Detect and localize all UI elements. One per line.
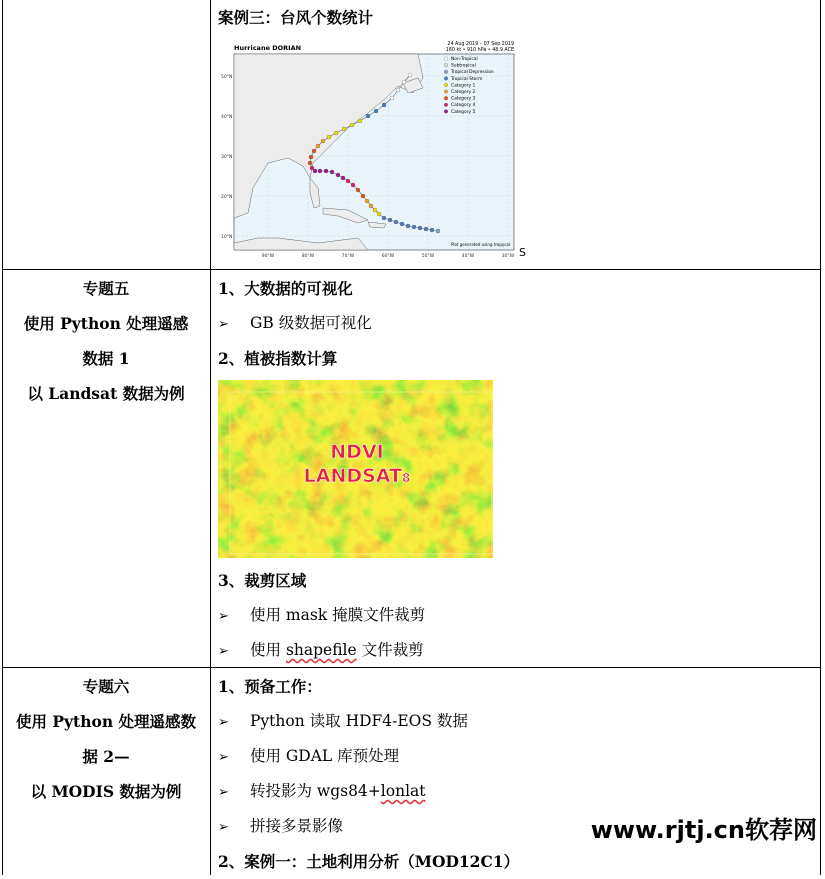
svg-text:10°N: 10°N: [221, 235, 233, 240]
track-point: [310, 166, 314, 170]
track-point: [382, 216, 386, 220]
legend-marker: [444, 77, 448, 81]
track-point: [365, 199, 369, 203]
track-point: [418, 226, 422, 230]
figure-title: Hurricane DORIAN: [234, 44, 302, 52]
legend-marker: [444, 70, 448, 74]
table-column-divider: [210, 0, 211, 875]
topic5-section3-heading: 3、裁剪区域: [218, 571, 307, 590]
case3-title: 案例三：台风个数统计: [218, 8, 374, 27]
track-point: [330, 170, 334, 174]
legend-label: Category 1: [451, 83, 476, 89]
topic5-line: 使用 Python 处理遥感: [23, 314, 189, 333]
topic6-line: 使用 Python 处理遥感数: [16, 712, 196, 731]
track-point: [396, 88, 400, 92]
track-point: [336, 173, 340, 177]
topic6-content-cell: [218, 669, 818, 879]
legend-marker: [444, 110, 448, 114]
list-item: ➢ 使用 shapefile 文件裁剪: [218, 633, 818, 668]
ndvi-landsat-image: [218, 380, 493, 558]
track-point: [430, 228, 434, 232]
track-point: [316, 144, 320, 148]
svg-text:50°W: 50°W: [421, 254, 435, 259]
topic6-line: 以 MODIS 数据为例: [30, 782, 182, 801]
track-point: [312, 149, 316, 153]
legend-marker: [444, 83, 448, 87]
figure-dates: 24 Aug 2019 – 07 Sep 2019: [447, 42, 514, 47]
topic6-section1-heading: 1、预备工作：: [218, 677, 322, 696]
topic5-line: 以 Landsat 数据为例: [27, 384, 185, 403]
track-point: [351, 183, 355, 187]
bullet-arrow-icon: ➢: [218, 785, 229, 800]
topic5-heading: 专题五: [82, 279, 130, 298]
topic5-content-cell: [218, 271, 818, 376]
topic6-line: 据 2—: [82, 747, 130, 766]
track-point: [350, 123, 354, 127]
track-point: [361, 194, 365, 198]
list-item: ➢ 拼接多景影像: [218, 809, 818, 844]
track-point: [321, 139, 325, 143]
track-point: [412, 225, 416, 229]
row-divider: [2, 269, 821, 270]
bullet-arrow-icon: ➢: [218, 644, 229, 659]
svg-text:30°N: 30°N: [221, 155, 233, 160]
svg-text:60°W: 60°W: [381, 254, 395, 259]
bullet-arrow-icon: ➢: [218, 750, 229, 765]
svg-text:20°N: 20°N: [221, 195, 233, 200]
topic6-label-cell: [2, 669, 210, 809]
svg-text:70°W: 70°W: [341, 254, 355, 259]
landsat-label: LANDSAT8: [303, 465, 411, 487]
bullet-arrow-icon: ➢: [218, 715, 229, 730]
list-item: ➢ 转投影为 wgs84+lonlat: [218, 774, 818, 809]
track-point: [406, 224, 410, 228]
svg-text:50°N: 50°N: [221, 75, 233, 80]
track-point: [341, 176, 345, 180]
track-point: [366, 114, 370, 118]
site-watermark: www.rjtj.cn软荐网: [590, 816, 817, 844]
track-point: [394, 220, 398, 224]
track-point: [369, 204, 373, 208]
list-item: ➢ 使用 GDAL 库预处理: [218, 739, 818, 774]
legend-marker: [444, 90, 448, 94]
legend-marker: [444, 57, 448, 61]
svg-text:90°W: 90°W: [261, 254, 275, 259]
topic6-section2-heading: 2、案例一：土地利用分析（MOD12C1）: [218, 852, 520, 871]
list-item: ➢ GB 级数据可视化: [218, 306, 818, 341]
track-point: [402, 80, 406, 84]
bullet-arrow-icon: ➢: [218, 609, 229, 624]
legend-label: Category 4: [451, 103, 476, 109]
track-point: [424, 227, 428, 231]
track-point: [346, 179, 350, 183]
topic5-section1-heading: 1、大数据的可视化: [218, 279, 353, 298]
topic5-line: 数据 1: [82, 349, 130, 368]
case3-cell: [218, 0, 818, 35]
table-border-right: [820, 0, 821, 875]
legend-label: Category 5: [451, 109, 476, 115]
hurricane-track-figure: [218, 38, 518, 260]
track-point: [334, 131, 338, 135]
track-point: [324, 169, 328, 173]
track-point: [374, 109, 378, 113]
topic5-section2-heading: 2、植被指数计算: [218, 349, 338, 368]
topic5-label-cell: [2, 271, 210, 411]
legend-label: Category 3: [451, 96, 476, 102]
track-point: [390, 96, 394, 100]
list-item: ➢ 使用 mask 掩膜文件裁剪: [218, 598, 818, 633]
track-point: [400, 222, 404, 226]
legend-label: Subtropical: [451, 63, 476, 69]
legend-label: Non-Tropical: [451, 57, 478, 62]
topic5-content-cell-lower: [218, 563, 818, 668]
list-item: ➢ Python 读取 HDF4-EOS 数据: [218, 704, 818, 739]
track-point: [358, 119, 362, 123]
track-point: [436, 229, 440, 233]
track-point: [342, 127, 346, 131]
figure-trailing-char: S: [519, 246, 526, 259]
track-point: [356, 188, 360, 192]
figure-footer: Plot generated using tropycal: [450, 242, 510, 247]
track-point: [309, 155, 313, 159]
svg-text:80°W: 80°W: [301, 254, 315, 259]
legend-marker: [444, 96, 448, 100]
track-point: [313, 169, 317, 173]
svg-text:40°N: 40°N: [221, 115, 233, 120]
svg-text:40°W: 40°W: [461, 254, 475, 259]
track-point: [408, 73, 412, 77]
ndvi-label: NDVI: [330, 441, 384, 463]
track-point: [382, 103, 386, 107]
track-point: [388, 218, 392, 222]
legend-marker: [444, 103, 448, 107]
legend-label: Tropical Storm: [451, 76, 483, 82]
figure-stats: 160 kt • 910 hPa • 48.9 ACE: [445, 48, 514, 53]
track-point: [318, 169, 322, 173]
bullet-arrow-icon: ➢: [218, 820, 229, 835]
topic6-heading: 专题六: [82, 677, 130, 696]
legend-marker: [444, 63, 448, 67]
track-point: [308, 161, 312, 165]
legend-label: Category 2: [451, 90, 476, 95]
track-point: [377, 212, 381, 216]
legend-label: Tropical Depression: [451, 70, 494, 76]
track-point: [327, 135, 331, 139]
track-point: [373, 208, 377, 212]
bullet-arrow-icon: ➢: [218, 317, 229, 332]
svg-text:30°W: 30°W: [501, 254, 515, 259]
